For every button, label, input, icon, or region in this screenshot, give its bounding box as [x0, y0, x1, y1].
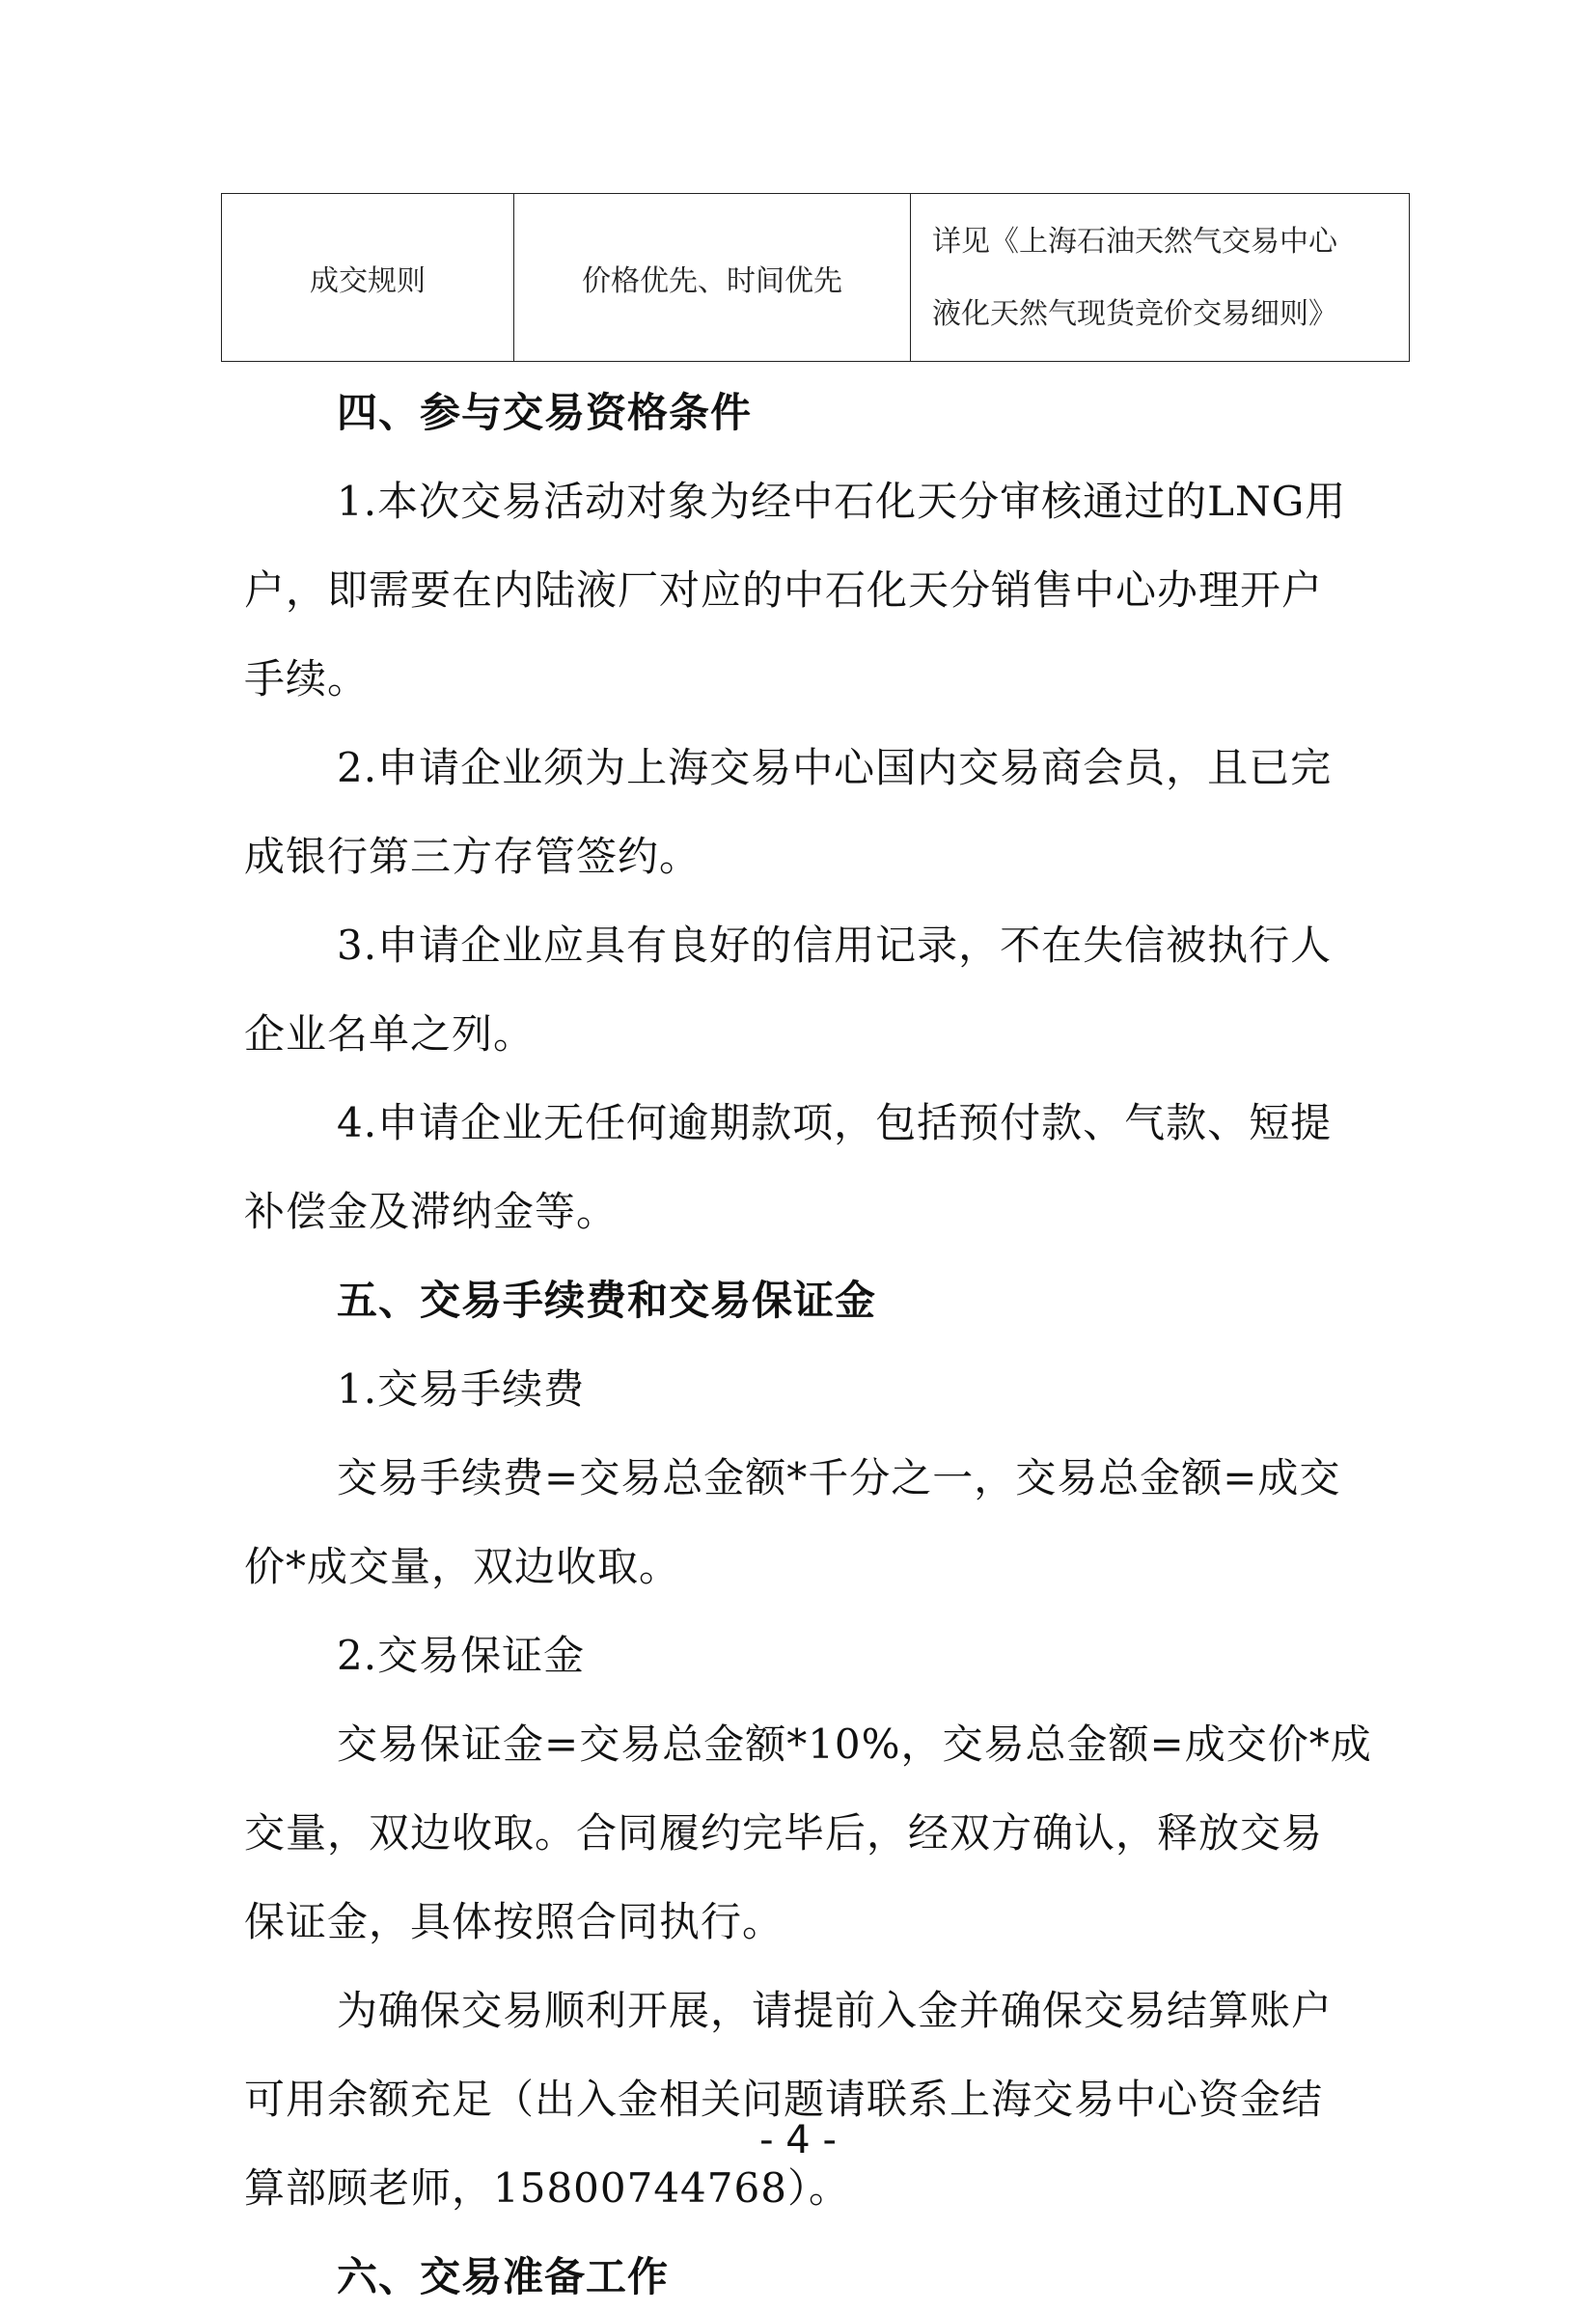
section-heading: 六、交易准备工作 — [337, 2253, 670, 2300]
paragraph-line: 1.本次交易活动对象为经中石化天分审核通过的LNG用 — [337, 478, 1347, 525]
paragraph-line: 交量，双边收取。合同履约完毕后，经双方确认，释放交易 — [244, 1809, 1324, 1857]
paragraph-line: 企业名单之列。 — [244, 1010, 536, 1058]
paragraph-line: 3.申请企业应具有良好的信用记录，不在失信被执行人 — [337, 922, 1333, 969]
paragraph-line: 户，即需要在内陆液厂对应的中石化天分销售中心办理开户 — [244, 566, 1324, 614]
trading-rules-table — [221, 193, 1410, 362]
paragraph-line: 为确保交易顺利开展，请提前入金并确保交易结算账户 — [337, 1987, 1334, 2034]
subheading: 1.交易手续费 — [337, 1365, 586, 1413]
rule-label-cell: 成交规则 — [222, 194, 514, 362]
rule-note-line: 液化天然气现货竞价交易细则》 — [932, 296, 1337, 331]
paragraph-line: 算部顾老师，15800744768）。 — [244, 2164, 850, 2212]
paragraph-line: 4.申请企业无任何逾期款项，包括预付款、气款、短提 — [337, 1099, 1333, 1146]
subheading: 2.交易保证金 — [337, 1632, 586, 1679]
section-heading: 四、参与交易资格条件 — [337, 389, 753, 436]
paragraph-line: 成银行第三方存管签约。 — [244, 833, 702, 880]
page-number: - 4 - — [759, 2118, 837, 2162]
rule-note-cell — [911, 194, 1410, 362]
paragraph-line: 保证金，具体按照合同执行。 — [244, 1898, 784, 1945]
paragraph-line: 可用余额充足（出入金相关问题请联系上海交易中心资金结 — [244, 2076, 1324, 2123]
paragraph-line: 交易手续费=交易总金额*千分之一，交易总金额=成交 — [337, 1454, 1341, 1501]
rule-value-cell: 价格优先、时间优先 — [514, 194, 911, 362]
paragraph-line: 价*成交量，双边收取。 — [244, 1543, 681, 1590]
paragraph-line: 补偿金及滞纳金等。 — [244, 1188, 619, 1235]
paragraph-line: 手续。 — [244, 655, 370, 702]
paragraph-line: 2.申请企业须为上海交易中心国内交易商会员，且已完 — [337, 744, 1333, 791]
table-row — [222, 194, 1410, 362]
paragraph-line: 交易保证金=交易总金额*10%，交易总金额=成交价*成 — [337, 1720, 1372, 1768]
rule-note-line: 详见《上海石油天然气交易中心 — [932, 224, 1337, 259]
document-body — [244, 378, 1372, 2312]
section-heading: 五、交易手续费和交易保证金 — [337, 1277, 877, 1324]
